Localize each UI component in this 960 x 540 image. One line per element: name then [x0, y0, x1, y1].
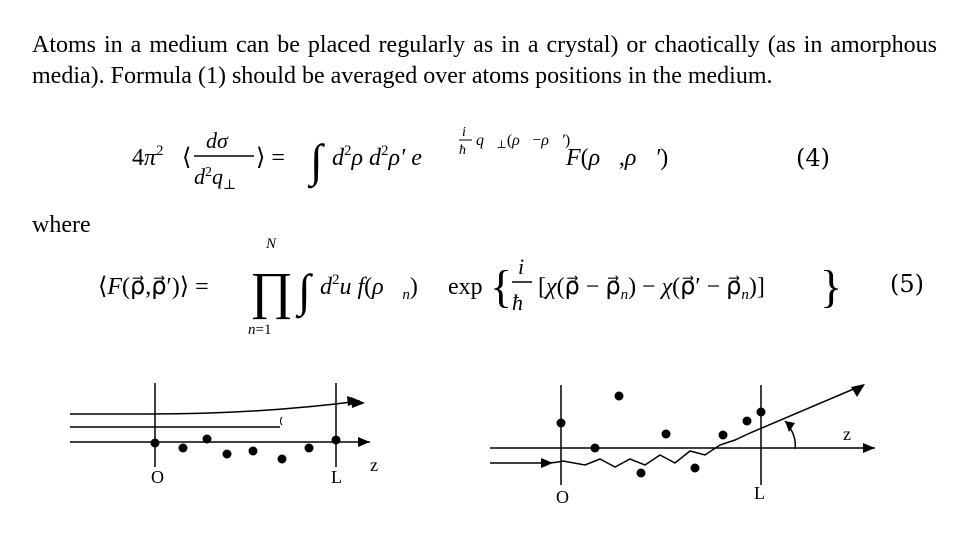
equation-4-formula — [132, 118, 832, 198]
svg-text:⟨F(ρ⃗,ρ⃗′)⟩ =: ⟨F(ρ⃗,ρ⃗′)⟩ = — [98, 274, 209, 300]
z-axis-arrowhead-2 — [358, 437, 370, 447]
svg-text:i: i — [518, 254, 525, 279]
svg-text:ħ: ħ — [512, 290, 523, 315]
equation-5-number: (5) — [890, 270, 924, 298]
svg-text:d2u f(ρ⃗n): $d^2u$ $f(\rho⃗_n)$ — [320, 272, 418, 303]
left-end-label: L — [331, 467, 342, 487]
right-origin-label: O — [556, 487, 569, 507]
svg-text:i: i — [462, 125, 466, 140]
particle-trajectory — [70, 401, 360, 414]
where-label: where — [32, 212, 91, 238]
amorphous-scattering-figure — [475, 375, 895, 525]
svg-text:{: { — [490, 261, 513, 312]
svg-text:⟨: ⟨ — [182, 145, 192, 171]
svg-text:⟩ =: ⟩ = — [256, 145, 285, 171]
svg-text:q⃗⊥(ρ⃗−ρ⃗′): q⃗⊥(ρ⃗−ρ⃗′) — [476, 132, 571, 151]
left-axis-label: z — [370, 455, 378, 475]
left-origin-label: O — [151, 467, 164, 487]
svg-text:d2q⊥: $d^2q_\perp$ — [194, 164, 237, 193]
svg-text:∫: ∫ — [298, 265, 311, 316]
svg-text:∫: ∫ — [310, 135, 323, 186]
right-end-label: L — [754, 483, 765, 503]
intro-paragraph: Atoms in a medium can be placed regularly as in a crystal) or chaotically (as in amorphous media). Formula (1) should be averaged over atoms positions in the medium. — [32, 32, 937, 89]
trajectory-arrowhead — [851, 384, 865, 397]
equation-4 — [132, 118, 832, 198]
equation-5-formula — [98, 230, 868, 340]
equation-5 — [98, 230, 938, 340]
svg-text:4π2: $4\pi^2$ — [132, 143, 164, 171]
svg-text:F(ρ⃗,ρ⃗′): F(ρ⃗,ρ⃗′) — [566, 145, 669, 171]
svg-text:∏: ∏ — [250, 263, 293, 320]
crystal-channeling-figure — [60, 375, 400, 495]
equation-4-number: (4) — [796, 144, 830, 172]
svg-text:exp: exp — [448, 274, 483, 300]
particle-trajectory — [490, 385, 863, 467]
z-axis-arrowhead — [863, 443, 875, 453]
svg-text:dσ: dσ — [206, 128, 228, 153]
svg-text:ħ: ħ — [459, 143, 466, 158]
svg-text:[χ(ρ⃗ − ρ⃗n) − χ(ρ⃗′ − ρ⃗n)]: [χ(ρ⃗ − $\rho⃗_n$) − χ(ρ⃗′ − $\rho⃗_n$)] — [538, 274, 765, 303]
svg-text:d2ρ d2ρ′ e: $d^2\rho$ $d^2\rho'$ e — [332, 143, 422, 171]
svg-text:N: N — [266, 236, 277, 252]
svg-text:}: } — [820, 261, 843, 312]
svg-text:n=1: n=1 — [248, 322, 272, 338]
right-axis-label: z — [843, 424, 851, 444]
